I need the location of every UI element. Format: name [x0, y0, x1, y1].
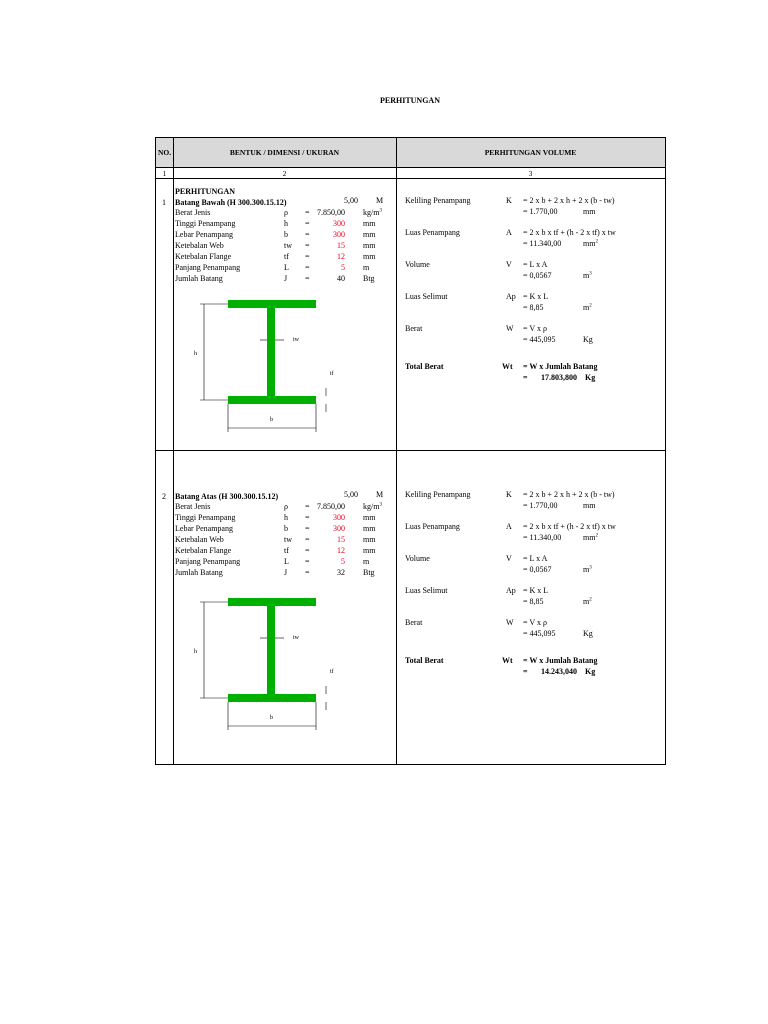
h-beam-diagram: [180, 598, 360, 738]
param-label: Ketebalan Flange: [175, 252, 232, 261]
divider: [156, 450, 665, 451]
calc-unit: [583, 271, 592, 280]
param-unit: [363, 535, 375, 544]
param-value: 7.850,00: [317, 208, 345, 217]
equals-sign: =: [305, 535, 310, 544]
calc-label: Luas Penampang: [405, 228, 460, 237]
param-symbol: tf: [284, 546, 289, 555]
calc-unit: [583, 533, 598, 542]
param-value: 15: [337, 535, 345, 544]
calc-formula: = 2 x b x tf + (h - 2 x tf) x tw: [523, 228, 616, 237]
calc-result: = 0,0567: [523, 271, 552, 280]
param-value: 12: [337, 546, 345, 555]
param-label: Berat Jenis: [175, 208, 211, 217]
calc-unit: [583, 565, 592, 574]
calc-result: = 11.340,00: [523, 239, 562, 248]
length-value: 5,00: [344, 490, 358, 499]
equals-sign: =: [305, 241, 310, 250]
unit-superscript: 3: [589, 565, 592, 571]
unit-superscript: 2: [595, 239, 598, 245]
param-unit: [363, 546, 375, 555]
length-unit: M: [376, 490, 384, 499]
unit-text: mm: [363, 219, 376, 228]
calc-symbol: Ap: [506, 292, 516, 301]
calc-formula: = L x A: [523, 260, 548, 269]
unit-text: m: [363, 557, 370, 566]
tw-label: tw: [293, 635, 299, 641]
calc-label: Luas Selimut: [405, 292, 448, 301]
equals-sign: =: [305, 524, 310, 533]
param-symbol: J: [284, 274, 288, 283]
header-bentuk: BENTUK / DIMENSI / UKURAN: [229, 148, 340, 157]
calc-result: = 0,0567: [523, 565, 552, 574]
param-label: Tinggi Penampang: [175, 219, 236, 228]
calc-symbol: V: [506, 260, 512, 269]
equals-sign: =: [305, 219, 310, 228]
length-value: 5,00: [344, 196, 358, 205]
calc-label: Keliling Penampang: [405, 490, 471, 499]
equals-sign: =: [305, 546, 310, 555]
param-symbol: L: [284, 557, 289, 566]
param-unit: [363, 230, 375, 239]
param-symbol: b: [284, 524, 288, 533]
param-symbol: b: [284, 230, 288, 239]
bottom-flange: [228, 396, 316, 404]
unit-text: mm: [583, 239, 596, 248]
param-value: 40: [337, 274, 345, 283]
top-flange: [228, 598, 316, 606]
calc-result: = 445,095: [523, 629, 556, 638]
param-unit: [363, 263, 369, 272]
unit-text: Btg: [363, 274, 375, 283]
calc-formula: = 2 x b x tf + (h - 2 x tf) x tw: [523, 522, 616, 531]
param-symbol: tf: [284, 252, 289, 261]
calc-formula: = V x ρ: [523, 324, 547, 333]
unit-text: Btg: [363, 568, 375, 577]
unit-text: mm: [583, 207, 596, 216]
total-symbol: Wt: [502, 656, 513, 665]
b-label: b: [270, 715, 273, 721]
unit-superscript: 3: [379, 502, 382, 508]
calc-result: = 11.340,00: [523, 533, 562, 542]
h-label: h: [194, 351, 197, 357]
param-symbol: tw: [284, 241, 292, 250]
calc-unit: [583, 335, 593, 344]
param-symbol: L: [284, 263, 289, 272]
unit-text: m: [583, 271, 590, 280]
b-label: b: [270, 417, 273, 423]
param-symbol: tw: [284, 535, 292, 544]
total-result: 14.243,040: [541, 667, 577, 676]
web: [267, 308, 275, 396]
calc-label: Luas Penampang: [405, 522, 460, 531]
calc-result: = 8,85: [523, 303, 544, 312]
equals-sign: =: [305, 252, 310, 261]
param-unit: [363, 208, 382, 217]
calc-result: = 445,095: [523, 335, 556, 344]
unit-superscript: 2: [595, 533, 598, 539]
total-unit: Kg: [585, 667, 596, 676]
item-name: Batang Bawah (H 300.300.15.12): [175, 198, 287, 207]
calc-formula: = 2 x b + 2 x h + 2 x (b - tw): [523, 490, 615, 499]
unit-text: mm: [363, 513, 376, 522]
param-label: Lebar Penampang: [175, 230, 233, 239]
param-value: 7.850,00: [317, 502, 345, 511]
calc-label: Volume: [405, 260, 430, 269]
param-value: 300: [333, 524, 345, 533]
calc-result: = 8,85: [523, 597, 544, 606]
unit-text: mm: [583, 501, 596, 510]
calc-label: Luas Selimut: [405, 586, 448, 595]
unit-text: m: [583, 303, 590, 312]
param-unit: [363, 502, 382, 511]
total-result: 17.803,800: [541, 373, 577, 382]
calc-label: Berat: [405, 618, 423, 627]
param-unit: [363, 241, 375, 250]
param-label: Ketebalan Web: [175, 241, 224, 250]
top-flange: [228, 300, 316, 308]
web: [267, 606, 275, 694]
param-unit: [363, 524, 375, 533]
unit-text: mm: [363, 524, 376, 533]
unit-text: mm: [363, 241, 376, 250]
total-symbol: Wt: [502, 362, 513, 371]
calc-formula: = L x A: [523, 554, 548, 563]
total-unit: Kg: [585, 373, 596, 382]
unit-text: mm: [363, 535, 376, 544]
param-value: 5: [341, 557, 345, 566]
total-label: Total Berat: [405, 362, 444, 371]
param-label: Jumlah Batang: [175, 274, 223, 283]
param-symbol: ρ: [284, 208, 288, 217]
param-label: Ketebalan Flange: [175, 546, 232, 555]
param-label: Ketebalan Web: [175, 535, 224, 544]
param-unit: [363, 557, 369, 566]
column-number: 3: [528, 169, 533, 178]
param-unit: [363, 252, 375, 261]
param-value: 300: [333, 513, 345, 522]
tf-label: tf: [330, 371, 334, 377]
unit-text: Kg: [583, 335, 593, 344]
unit-text: Kg: [583, 629, 593, 638]
calc-unit: [583, 501, 595, 510]
divider: [173, 138, 174, 764]
unit-text: mm: [583, 533, 596, 542]
length-unit: M: [376, 196, 384, 205]
calc-symbol: A: [506, 522, 512, 531]
calc-symbol: V: [506, 554, 512, 563]
bottom-flange: [228, 694, 316, 702]
equals-sign: =: [305, 557, 310, 566]
calc-symbol: W: [506, 324, 514, 333]
equals-sign: =: [305, 208, 310, 217]
unit-text: m: [583, 597, 590, 606]
unit-text: mm: [363, 546, 376, 555]
equals-sign: =: [305, 263, 310, 272]
unit-text: kg/m: [363, 208, 380, 217]
calc-formula: = 2 x b + 2 x h + 2 x (b - tw): [523, 196, 615, 205]
calc-unit: [583, 629, 593, 638]
equals-sign: =: [523, 373, 528, 382]
calc-symbol: W: [506, 618, 514, 627]
param-label: Panjang Penampang: [175, 557, 241, 566]
divider: [396, 138, 397, 764]
calc-symbol: A: [506, 228, 512, 237]
section-heading: PERHITUNGAN: [175, 187, 236, 196]
param-symbol: h: [284, 219, 288, 228]
calc-unit: [583, 239, 598, 248]
param-label: Panjang Penampang: [175, 263, 241, 272]
calc-result: = 1.770,00: [523, 501, 558, 510]
param-value: 5: [341, 263, 345, 272]
tw-label: tw: [293, 337, 299, 343]
calc-symbol: K: [506, 490, 512, 499]
calc-formula: = K x L: [523, 292, 549, 301]
calc-unit: [583, 303, 592, 312]
calc-label: Volume: [405, 554, 430, 563]
unit-text: m: [583, 565, 590, 574]
unit-text: mm: [363, 230, 376, 239]
calc-label: Keliling Penampang: [405, 196, 471, 205]
item-name: Batang Atas (H 300.300.15.12): [175, 492, 279, 501]
param-symbol: J: [284, 568, 288, 577]
param-value: 15: [337, 241, 345, 250]
param-value: 32: [337, 568, 345, 577]
param-label: Jumlah Batang: [175, 568, 223, 577]
equals-sign: =: [305, 568, 310, 577]
tf-label: tf: [330, 669, 334, 675]
divider: [156, 178, 665, 179]
header-no: NO.: [157, 148, 172, 157]
param-unit: [363, 568, 375, 577]
unit-text: m: [363, 263, 370, 272]
param-value: 300: [333, 230, 345, 239]
column-number: 2: [282, 169, 287, 178]
unit-superscript: 3: [589, 271, 592, 277]
param-symbol: h: [284, 513, 288, 522]
equals-sign: =: [305, 230, 310, 239]
param-unit: [363, 274, 375, 283]
param-label: Tinggi Penampang: [175, 513, 236, 522]
calc-symbol: K: [506, 196, 512, 205]
unit-superscript: 3: [379, 208, 382, 214]
param-symbol: ρ: [284, 502, 288, 511]
param-label: Lebar Penampang: [175, 524, 233, 533]
calc-formula: = V x ρ: [523, 618, 547, 627]
unit-text: mm: [363, 252, 376, 261]
param-unit: [363, 219, 375, 228]
param-label: Berat Jenis: [175, 502, 211, 511]
column-number: 1: [162, 169, 167, 178]
total-formula: = W x Jumlah Batang: [523, 362, 598, 371]
unit-superscript: 2: [589, 303, 592, 309]
h-beam-diagram: [180, 300, 360, 440]
calc-unit: [583, 597, 592, 606]
param-value: 12: [337, 252, 345, 261]
item-number: 2: [162, 492, 166, 501]
unit-text: kg/m: [363, 502, 380, 511]
header-volume: PERHITUNGAN VOLUME: [484, 148, 577, 157]
total-formula: = W x Jumlah Batang: [523, 656, 598, 665]
param-unit: [363, 513, 375, 522]
calc-formula: = K x L: [523, 586, 549, 595]
equals-sign: =: [305, 274, 310, 283]
h-label: h: [194, 649, 197, 655]
calc-label: Berat: [405, 324, 423, 333]
calc-symbol: Ap: [506, 586, 516, 595]
calc-unit: [583, 207, 595, 216]
item-number: 1: [162, 198, 166, 207]
equals-sign: =: [305, 502, 310, 511]
total-label: Total Berat: [405, 656, 444, 665]
equals-sign: =: [523, 667, 528, 676]
page-title: PERHITUNGAN: [379, 96, 440, 105]
equals-sign: =: [305, 513, 310, 522]
param-value: 300: [333, 219, 345, 228]
unit-superscript: 2: [589, 597, 592, 603]
calc-result: = 1.770,00: [523, 207, 558, 216]
